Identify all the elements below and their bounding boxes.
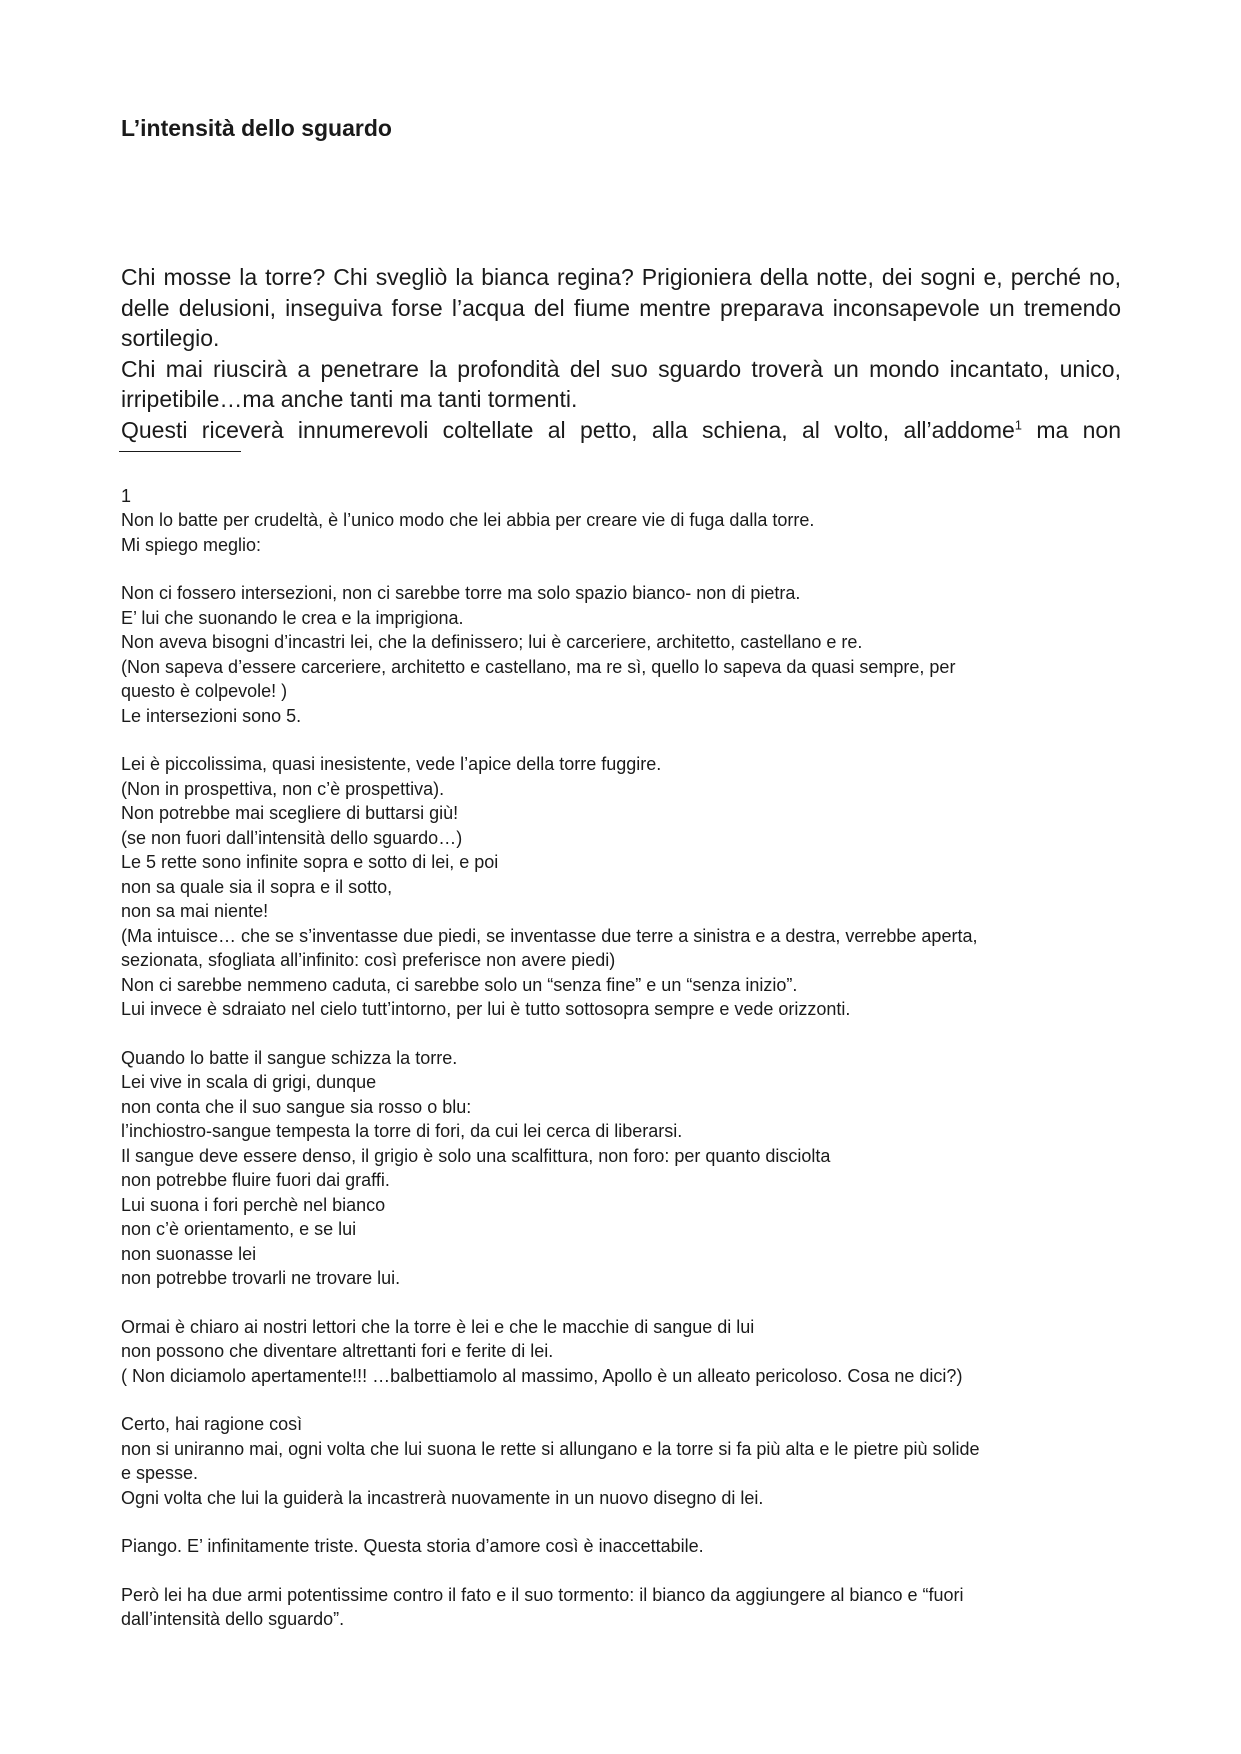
footnote-line: non si uniranno mai, ogni volta che lui suona le rette si allungano e la torre si fa più alta e le pietre più solide	[121, 1438, 980, 1459]
footnote-line: (se non fuori dall’intensità dello sguardo…)	[121, 827, 463, 848]
last-line-text: Questi riceverà innumerevoli coltellate al petto, alla schiena, al volto, all’addome	[121, 416, 1015, 443]
footnote-body	[121, 508, 1121, 1632]
document-title: L’intensità dello sguardo	[121, 115, 392, 141]
footnote-paragraph	[121, 1412, 1121, 1510]
main-paragraph: Chi mosse la torre? Chi svegliò la bianca regina? Prigioniera della notte, dei sogni e, perché no, delle delusioni, inseguiva forse l’acqua del fiume mentre preparava inconsapevole un tremendo sortilegio.	[121, 264, 1121, 351]
footnote-line: Lei vive in scala di grigi, dunque	[121, 1072, 377, 1092]
footnote-paragraph	[121, 581, 1121, 728]
footnote-line: Non lo batte per crudeltà, è l’unico modo che lei abbia per creare vie di fuga dalla torre.	[121, 510, 815, 530]
footnote-line: Lei è piccolissima, quasi inesistente, vede l’apice della torre fuggire.	[121, 754, 662, 774]
footnote-line: Le 5 rette sono infinite sopra e sotto di lei, e poi	[121, 852, 499, 872]
footnote-line: sezionata, sfogliata all’infinito: così preferisce non avere piedi)	[121, 950, 616, 970]
footnote-line: Le intersezioni sono 5.	[121, 705, 302, 726]
footnote-line: non sa mai niente!	[121, 901, 269, 921]
footnote-line: Non ci fossero intersezioni, non ci sarebbe torre ma solo spazio bianco- non di pietra.	[121, 583, 801, 603]
footnote-line: (Non sapeva d’essere carceriere, architetto e castellano, ma re sì, quello lo sapeva da quasi sempre, per	[121, 656, 956, 677]
footnote-line: Non aveva bisogni d’incastri lei, che la definissero; lui è carceriere, architetto, castellano e re.	[121, 632, 863, 652]
footnote-line: ( Non diciamolo apertamente!!! …balbettiamolo al massimo, Apollo è un alleato pericoloso. Cosa ne dici?)	[121, 1365, 963, 1386]
footnote-section	[121, 484, 1121, 1656]
footnote-line: dall’intensità dello sguardo”.	[121, 1609, 345, 1629]
footnote-number: 1	[121, 486, 132, 506]
footnote-line: Mi spiego meglio:	[121, 534, 262, 555]
footnote-line: Il sangue deve essere denso, il grigio è solo una scalfittura, non foro: per quanto disciolta	[121, 1145, 831, 1166]
footnote-line: non suonasse lei	[121, 1243, 257, 1264]
main-paragraph: Chi mai riuscirà a penetrare la profondità del suo sguardo troverà un mondo incantato, unico, irripetibile…ma anche tanti ma tanti tormenti.	[121, 355, 1121, 412]
footnote-line: Ormai è chiaro ai nostri lettori che la torre è lei e che le macchie di sangue di lui	[121, 1316, 755, 1337]
footnote-line: (Non in prospettiva, non c’è prospettiva).	[121, 778, 445, 799]
footnote-paragraph	[121, 1315, 1121, 1389]
footnote-line: Quando lo batte il sangue schizza la torre.	[121, 1047, 458, 1068]
footnote-line: Certo, hai ragione così	[121, 1414, 303, 1434]
footnote-paragraph	[121, 1583, 1121, 1632]
footnote-line: questo è colpevole! )	[121, 681, 288, 701]
footnote-line: Non potrebbe mai scegliere di buttarsi giù!	[121, 803, 459, 823]
footnote-line: Non ci sarebbe nemmeno caduta, ci sarebbe solo un “senza fine” e un “senza inizio”.	[121, 974, 798, 995]
footnote-line: non c’è orientamento, e se lui	[121, 1219, 357, 1239]
footnote-line: Però lei ha due armi potentissime contro il fato e il suo tormento: il bianco da aggiungere al bianco e “fuori	[121, 1584, 964, 1605]
footnote-paragraph	[121, 1046, 1121, 1291]
footnote-line: (Ma intuisce… che se s’inventasse due piedi, se inventasse due terre a sinistra e a destra, verrebbe aperta,	[121, 925, 978, 946]
footnote-paragraph	[121, 752, 1121, 1022]
footnote-paragraph	[121, 1534, 1121, 1559]
last-line-tail: ma non	[1022, 416, 1121, 443]
footnote-line: l’inchiostro-sangue tempesta la torre di fori, da cui lei cerca di liberarsi.	[121, 1121, 683, 1141]
footnote-line: e spesse.	[121, 1463, 199, 1483]
main-text	[121, 262, 1121, 445]
footnote-paragraph	[121, 508, 1121, 557]
footnote-separator	[119, 451, 241, 452]
footnote-line: non potrebbe trovarli ne trovare lui.	[121, 1268, 401, 1288]
footnote-line: Lui suona i fori perchè nel bianco	[121, 1194, 386, 1215]
footnote-marker: 1	[1014, 416, 1022, 432]
footnote-line: E’ lui che suonando le crea e la imprigiona.	[121, 607, 464, 628]
footnote-line: Lui invece è sdraiato nel cielo tutt’intorno, per lui è tutto sottosopra sempre e vede orizzonti.	[121, 999, 851, 1019]
footnote-line: non conta che il suo sangue sia rosso o blu:	[121, 1096, 472, 1117]
footnote-line: Ogni volta che lui la guiderà la incastrerà nuovamente in un nuovo disegno di lei.	[121, 1487, 764, 1508]
main-paragraph-last-line	[121, 415, 1121, 446]
footnote-line: Piango. E’ infinitamente triste. Questa storia d’amore così è inaccettabile.	[121, 1536, 704, 1556]
footnote-line: non sa quale sia il sopra e il sotto,	[121, 876, 393, 897]
footnote-line: non potrebbe fluire fuori dai graffi.	[121, 1170, 390, 1190]
footnote-line: non possono che diventare altrettanti fori e ferite di lei.	[121, 1341, 554, 1361]
